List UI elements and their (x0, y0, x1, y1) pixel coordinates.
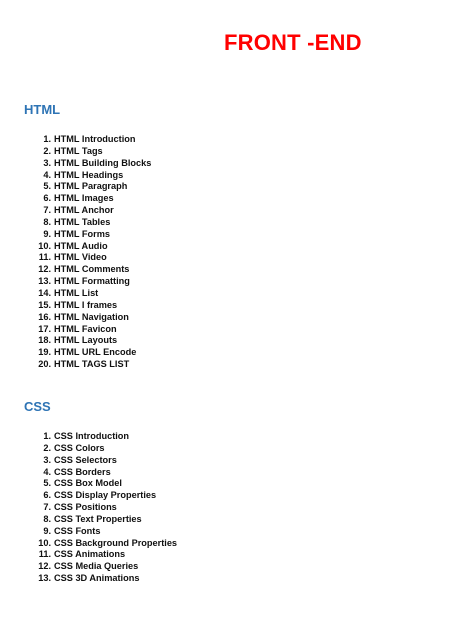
list-item (30, 312, 151, 324)
list-item-number: 12. (38, 264, 51, 275)
list-item-number: 3. (43, 454, 51, 465)
list-item-number: 8. (43, 216, 51, 227)
list-item (30, 170, 151, 182)
list-item-number: 11. (38, 549, 51, 560)
list-item (30, 324, 151, 336)
list-item-number: 4. (43, 169, 51, 180)
list-item-label: HTML Favicon (54, 323, 117, 334)
list-item-number: 12. (38, 561, 51, 572)
list-item-label: CSS Media Queries (54, 561, 139, 572)
list-item-number: 5. (43, 181, 51, 192)
list-item (30, 229, 151, 241)
list-item-label: CSS Background Properties (54, 537, 178, 548)
list-item-label: HTML Headings (54, 169, 124, 180)
list-item-label: HTML Comments (54, 264, 130, 275)
list-item-number: 10. (38, 240, 51, 251)
list-item-number: 15. (38, 299, 51, 310)
list-item (30, 455, 177, 467)
list-item (30, 490, 177, 502)
list-item (30, 335, 151, 347)
list-item-label: CSS Animations (54, 549, 126, 560)
list-item-label: HTML Layouts (54, 335, 118, 346)
section-heading-html: HTML (24, 102, 61, 117)
list-item (30, 359, 151, 371)
list-item-label: CSS Text Properties (54, 513, 142, 524)
list-item-label: CSS 3D Animations (54, 573, 140, 584)
list-item-label: HTML Navigation (54, 311, 129, 322)
list-item-label: CSS Colors (54, 442, 105, 453)
list-item (30, 264, 151, 276)
list-item-number: 7. (43, 502, 51, 513)
list-item-label: HTML Images (54, 193, 114, 204)
list-item (30, 205, 151, 217)
list-item-label: HTML Tables (54, 216, 111, 227)
list-item-number: 4. (43, 466, 51, 477)
list-item (30, 193, 151, 205)
list-item-label: HTML Video (54, 252, 107, 263)
list-item-number: 6. (43, 490, 51, 501)
list-item-label: HTML Paragraph (54, 181, 128, 192)
document-title: FRONT -END (224, 30, 362, 55)
list-item-number: 1. (43, 134, 51, 144)
list-item-number: 2. (43, 145, 51, 156)
list-item (30, 514, 177, 526)
list-item-number: 17. (38, 323, 51, 334)
list-item-number: 19. (38, 347, 51, 358)
list-item (30, 443, 177, 455)
css-topic-list (30, 431, 177, 585)
list-item (30, 549, 177, 561)
list-item (30, 538, 177, 550)
list-item-label: HTML Introduction (54, 134, 136, 144)
list-item-number: 3. (43, 157, 51, 168)
list-item-label: CSS Fonts (54, 525, 101, 536)
list-item (30, 467, 177, 479)
list-item-label: HTML List (54, 287, 99, 298)
list-item (30, 347, 151, 359)
list-item-number: 18. (38, 335, 51, 346)
list-item (30, 300, 151, 312)
list-item (30, 252, 151, 264)
list-item-label: CSS Positions (54, 502, 117, 513)
list-item-number: 14. (38, 287, 51, 298)
list-item (30, 502, 177, 514)
list-item-number: 20. (38, 359, 51, 370)
list-item-number: 5. (43, 478, 51, 489)
list-item (30, 134, 151, 146)
list-item-number: 11. (38, 252, 51, 263)
list-item-number: 13. (38, 276, 51, 287)
list-item-label: HTML Audio (54, 240, 108, 251)
list-item-number: 1. (43, 431, 51, 441)
list-item-label: CSS Borders (54, 466, 111, 477)
list-item-label: CSS Box Model (54, 478, 122, 489)
list-item (30, 573, 177, 585)
list-item (30, 241, 151, 253)
list-item (30, 288, 151, 300)
list-item-label: HTML I frames (54, 299, 118, 310)
list-item-label: HTML TAGS LIST (54, 359, 130, 370)
list-item (30, 276, 151, 288)
list-item-number: 9. (43, 525, 51, 536)
list-item (30, 526, 177, 538)
list-item (30, 181, 151, 193)
list-item-label: CSS Selectors (54, 454, 117, 465)
list-item-number: 7. (43, 205, 51, 216)
list-item-number: 2. (43, 442, 51, 453)
list-item (30, 146, 151, 158)
list-item-number: 9. (43, 228, 51, 239)
list-item (30, 158, 151, 170)
list-item-number: 13. (38, 573, 51, 584)
list-item (30, 478, 177, 490)
list-item (30, 561, 177, 573)
list-item-label: CSS Display Properties (54, 490, 157, 501)
html-topic-list (30, 134, 151, 371)
list-item-label: HTML Forms (54, 228, 110, 239)
list-item-label: HTML Formatting (54, 276, 130, 287)
list-item-number: 8. (43, 513, 51, 524)
list-item-label: HTML Building Blocks (54, 157, 152, 168)
list-item-label: CSS Introduction (54, 431, 130, 441)
section-heading-css: CSS (24, 399, 51, 414)
list-item (30, 217, 151, 229)
list-item-label: HTML Tags (54, 145, 103, 156)
list-item-label: HTML Anchor (54, 205, 114, 216)
list-item-number: 16. (38, 311, 51, 322)
list-item-label: HTML URL Encode (54, 347, 137, 358)
list-item-number: 6. (43, 193, 51, 204)
list-item (30, 431, 177, 443)
list-item-number: 10. (38, 537, 51, 548)
